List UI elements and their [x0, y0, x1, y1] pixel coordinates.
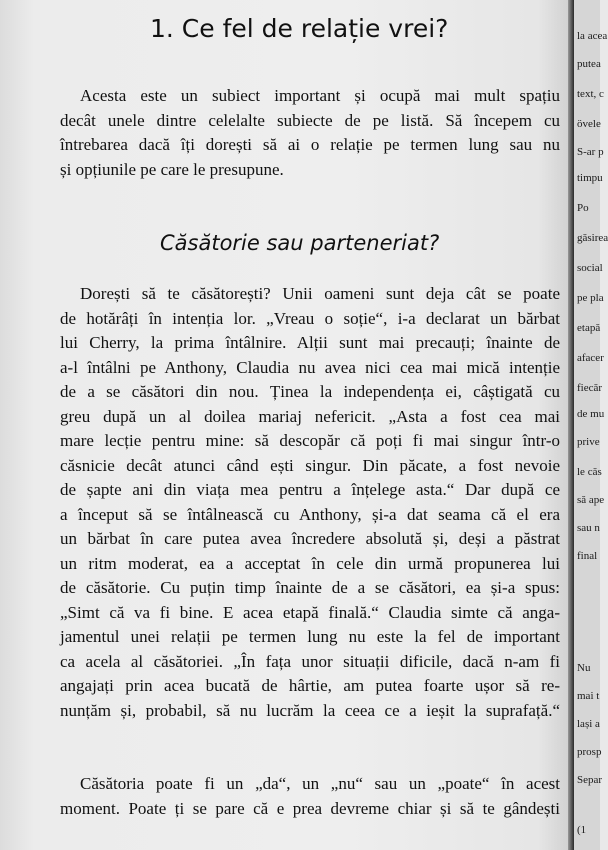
page-fragment: text, c	[577, 88, 604, 100]
page-fragment: pe pla	[577, 292, 604, 304]
text-line: mare lecție pentru mine: să descopăr că poți fi mai singur într-o	[60, 431, 560, 450]
page-fragment: prosp	[577, 746, 602, 758]
page-fragment: lași a	[577, 718, 600, 730]
closing-paragraph	[60, 772, 560, 821]
text-line: de a se căsători din nou. Ținea la independența ei, câștigată cu	[60, 382, 560, 401]
text-line: un bărbat în care putea avea încredere absolută și, deși a păstrat	[60, 529, 560, 548]
page-fragment: mai t	[577, 690, 600, 702]
text-line: de șapte ani din viața mea pentru a înțelege asta.“ Dar după ce	[60, 480, 560, 499]
text-line: moment. Poate ți se pare că e prea devreme chiar și să te gândești	[60, 798, 560, 818]
page-fragment: Po	[577, 202, 589, 214]
intro-paragraph	[60, 84, 560, 182]
text-line: „Simt că va fi bine. E acea etapă finală.“ Claudia simte că anga-	[60, 602, 560, 622]
text-line: Acesta este un subiect important și ocupă mai mult spațiu	[80, 86, 560, 105]
page-fragment: S-ar p	[577, 146, 604, 158]
page-fragment: övele	[577, 118, 601, 130]
text-line: de hotărâți în intenția lor. „Vreau o soție“, i-a declarat un bărbat	[60, 308, 560, 328]
text-line: nunțăm și, probabil, să nu lucrăm la ceea ce a ieșit la suprafață.“	[60, 700, 560, 720]
text-line: căsnicie decât atunci când ești singur. Din păcate, a fost nevoie	[60, 455, 560, 475]
page-fragment: le căs	[577, 466, 602, 478]
text-line: decât unele dintre celelalte subiecte de pe listă. Să începem cu	[60, 110, 560, 130]
page-fragment: social	[577, 262, 603, 274]
text-line: și opțiunile pe care le presupune.	[60, 159, 284, 179]
text-line: un ritm moderat, ea a acceptat în cele din urmă propunerea lui	[60, 553, 560, 573]
text-line: Căsătoria poate fi un „da“, un „nu“ sau un „poate“ în acest	[80, 774, 560, 793]
page-fragment: timpu	[577, 172, 603, 184]
page-fragment: să ape	[577, 494, 605, 506]
page-fragment: afacer	[577, 352, 604, 364]
page-fragment: de mu	[577, 408, 605, 420]
text-line: greu după un al doilea mariaj nefericit. „Asta a fost cea mai	[60, 406, 560, 426]
text-line: întrebarea dacă îți dorești să ai o relație pe termen lung sau nu	[60, 135, 560, 154]
page-fragment: sau n	[577, 522, 600, 534]
adjacent-page-edge	[574, 0, 608, 850]
text-line: a început să se întâlnească cu Anthony, și-a dat seama că el era	[60, 504, 560, 524]
page-fragment: Nu	[577, 662, 591, 674]
page-fragment: Separ	[577, 774, 603, 786]
page-fragment: etapă	[577, 322, 601, 334]
page-fragment: la acea	[577, 30, 608, 42]
page-fragment: fiecăr	[577, 382, 603, 394]
text-line: lui Cherry, la prima întâlnire. Alții sunt mai precauți; înainte de	[60, 333, 560, 352]
text-line: angajați prin acea bucată de hârtie, am putea foarte ușor să re-	[60, 676, 560, 695]
text-line: Dorești să te căsătorești? Unii oameni sunt deja cât se poate	[80, 284, 560, 303]
text-line: de căsătorie. Cu puțin timp înainte de a se căsători, ea și-a spus:	[60, 578, 560, 597]
page-fragment: prive	[577, 436, 600, 448]
text-line: a-l întâlni pe Anthony, Claudia nu avea nici cea mai mică intenție	[60, 357, 560, 377]
subsection-title: Căsătorie sau parteneriat?	[160, 231, 440, 255]
text-line: ca acela al căsătoriei. „În fața unor situații dificile, dacă n-am fi	[60, 651, 560, 671]
page-fragment: putea	[577, 58, 601, 70]
page-fragment: final	[577, 550, 598, 562]
page-fragment: găsirea	[577, 232, 608, 244]
text-line: jamentul unei relații pe termen lung nu este la fel de important	[60, 627, 560, 646]
marriage-paragraph	[60, 282, 560, 723]
page-fragment: (1	[577, 824, 587, 836]
section-title: 1. Ce fel de relație vrei?	[150, 14, 449, 43]
